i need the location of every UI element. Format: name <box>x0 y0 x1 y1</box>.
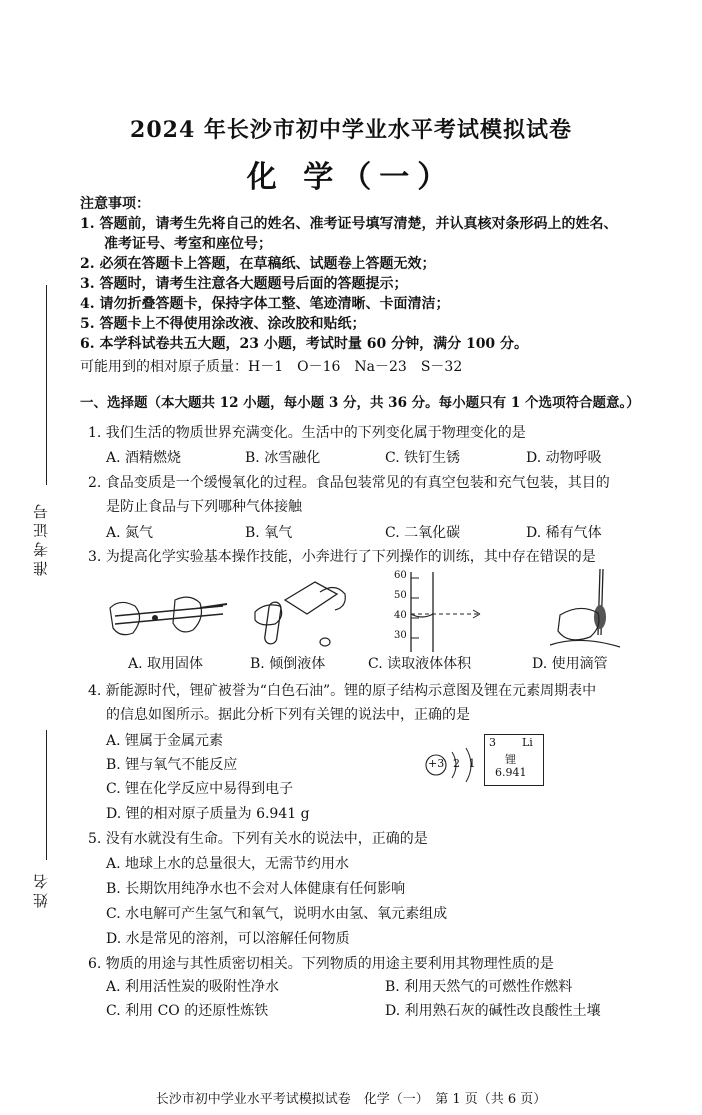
q5-option-d: D. 水是常见的溶剂，可以溶解任何物质 <box>106 931 350 947</box>
q1-option-c: C. 铁钉生锈 <box>385 450 461 466</box>
q6-option-c: C. 利用 CO 的还原性炼铁 <box>106 1003 269 1019</box>
q2-option-a: A. 氮气 <box>106 525 154 541</box>
notice-2: 2. 必须在答题卡上答题，在草稿纸、试题卷上答题无效； <box>80 256 436 272</box>
notice-3: 3. 答题时，请考生注意各大题题号后面的答题提示； <box>80 276 408 292</box>
element-mass: 6.941 <box>495 766 527 779</box>
q4-option-d: D. 锂的相对原子质量为 6.941 g <box>106 806 310 822</box>
atom-nucleus: +3 <box>428 757 445 770</box>
q1-option-b: B. 冰雪融化 <box>245 450 321 466</box>
exam-id-label: 准考证号 <box>32 500 50 576</box>
q5-option-b: B. 长期饮用纯净水也不会对人体健康有任何影响 <box>106 881 406 897</box>
cylinder-tick-30: 30 <box>394 630 407 641</box>
q2-stem-line2: 是防止食品与下列哪种气体接触 <box>106 499 302 515</box>
figure-pour-liquid <box>245 572 355 652</box>
figure-use-dropper <box>540 565 630 655</box>
element-name: 锂 <box>505 753 516 766</box>
notice-heading: 注意事项： <box>80 196 150 212</box>
q6-stem: 6. 物质的用途与其性质密切相关。下列物质的用途主要利用其物理性质的是 <box>88 956 554 972</box>
q3-stem: 3. 为提高化学实验基本操作技能，小奔进行了下列操作的训练，其中存在错误的是 <box>88 549 596 565</box>
notice-6: 6. 本学科试卷共五大题，23 小题，考试时量 60 分钟，满分 100 分。 <box>80 336 529 352</box>
q4-option-b: B. 锂与氧气不能反应 <box>106 757 238 773</box>
q5-option-a: A. 地球上水的总量很大，无需节约用水 <box>106 856 350 872</box>
q3-option-b: B. 倾倒液体 <box>250 656 326 672</box>
q5-stem: 5. 没有水就没有生命。下列有关水的说法中，正确的是 <box>88 831 428 847</box>
cylinder-tick-60: 60 <box>394 570 407 581</box>
q6-option-d: D. 利用熟石灰的碱性改良酸性土壤 <box>385 1003 601 1019</box>
cylinder-tick-40: 40 <box>394 610 407 621</box>
notice-1-cont: 准考证号、考室和座位号； <box>104 236 272 252</box>
q1-option-a: A. 酒精燃烧 <box>106 450 182 466</box>
q4-option-a: A. 锂属于金属元素 <box>106 733 224 749</box>
notice-4: 4. 请勿折叠答题卡，保持字体工整、笔迹清晰、卡面清洁； <box>80 296 450 312</box>
notice-5: 5. 答题卡上不得使用涂改液、涂改胶和贴纸； <box>80 316 366 332</box>
q1-stem: 1. 我们生活的物质世界充满变化。生活中的下列变化属于物理变化的是 <box>88 425 526 441</box>
page-title: 2024 年长沙市初中学业水平考试模拟试卷 <box>130 117 572 143</box>
cylinder-tick-50: 50 <box>394 590 407 601</box>
name-line <box>46 730 47 860</box>
q3-option-d: D. 使用滴管 <box>532 656 608 672</box>
q4-option-c: C. 锂在化学反应中易得到电子 <box>106 781 294 797</box>
section-1-heading: 一、选择题（本大题共 12 小题，每小题 3 分，共 36 分。每小题只有 1 个选项符合题意。） <box>80 395 640 411</box>
q6-option-b: B. 利用天然气的可燃性作燃料 <box>385 979 573 995</box>
notice-1: 1. 答题前，请考生先将自己的姓名、准考证号填写清楚，并认真核对条形码上的姓名、 <box>80 216 618 232</box>
q6-option-a: A. 利用活性炭的吸附性净水 <box>106 979 280 995</box>
page-footer: 长沙市初中学业水平考试模拟试卷 化学（一） 第 1 页（共 6 页） <box>155 1092 547 1107</box>
q4-stem-line1: 4. 新能源时代，锂矿被誉为“白色石油”。锂的原子结构示意图及锂在元素周期表中 <box>88 683 597 699</box>
element-number: 3 <box>489 736 496 749</box>
q5-option-c: C. 水电解可产生氢气和氧气，说明水由氢、氧元素组成 <box>106 906 448 922</box>
q3-option-a: A. 取用固体 <box>128 656 204 672</box>
q1-option-d: D. 动物呼吸 <box>526 450 602 466</box>
q2-option-b: B. 氧气 <box>245 525 293 541</box>
q3-option-c: C. 读取液体体积 <box>368 656 472 672</box>
q2-option-d: D. 稀有气体 <box>526 525 602 541</box>
atom-shells: 2 1 <box>453 757 476 770</box>
q2-option-c: C. 二氧化碳 <box>385 525 461 541</box>
exam-id-line <box>46 285 47 485</box>
atomic-masses: 可能用到的相对原子质量：H－1 O－16 Na－23 S－32 <box>80 359 463 375</box>
q2-stem-line1: 2. 食品变质是一个缓慢氧化的过程。食品包装常见的有真空包装和充气包装，其目的 <box>88 475 610 491</box>
q4-stem-line2: 的信息如图所示。据此分析下列有关锂的说法中，正确的是 <box>106 707 470 723</box>
name-label: 姓名 <box>32 870 50 908</box>
element-symbol: Li <box>522 736 533 749</box>
page-subtitle: 化 学（一） <box>246 160 456 195</box>
figure-take-solid <box>105 578 230 648</box>
